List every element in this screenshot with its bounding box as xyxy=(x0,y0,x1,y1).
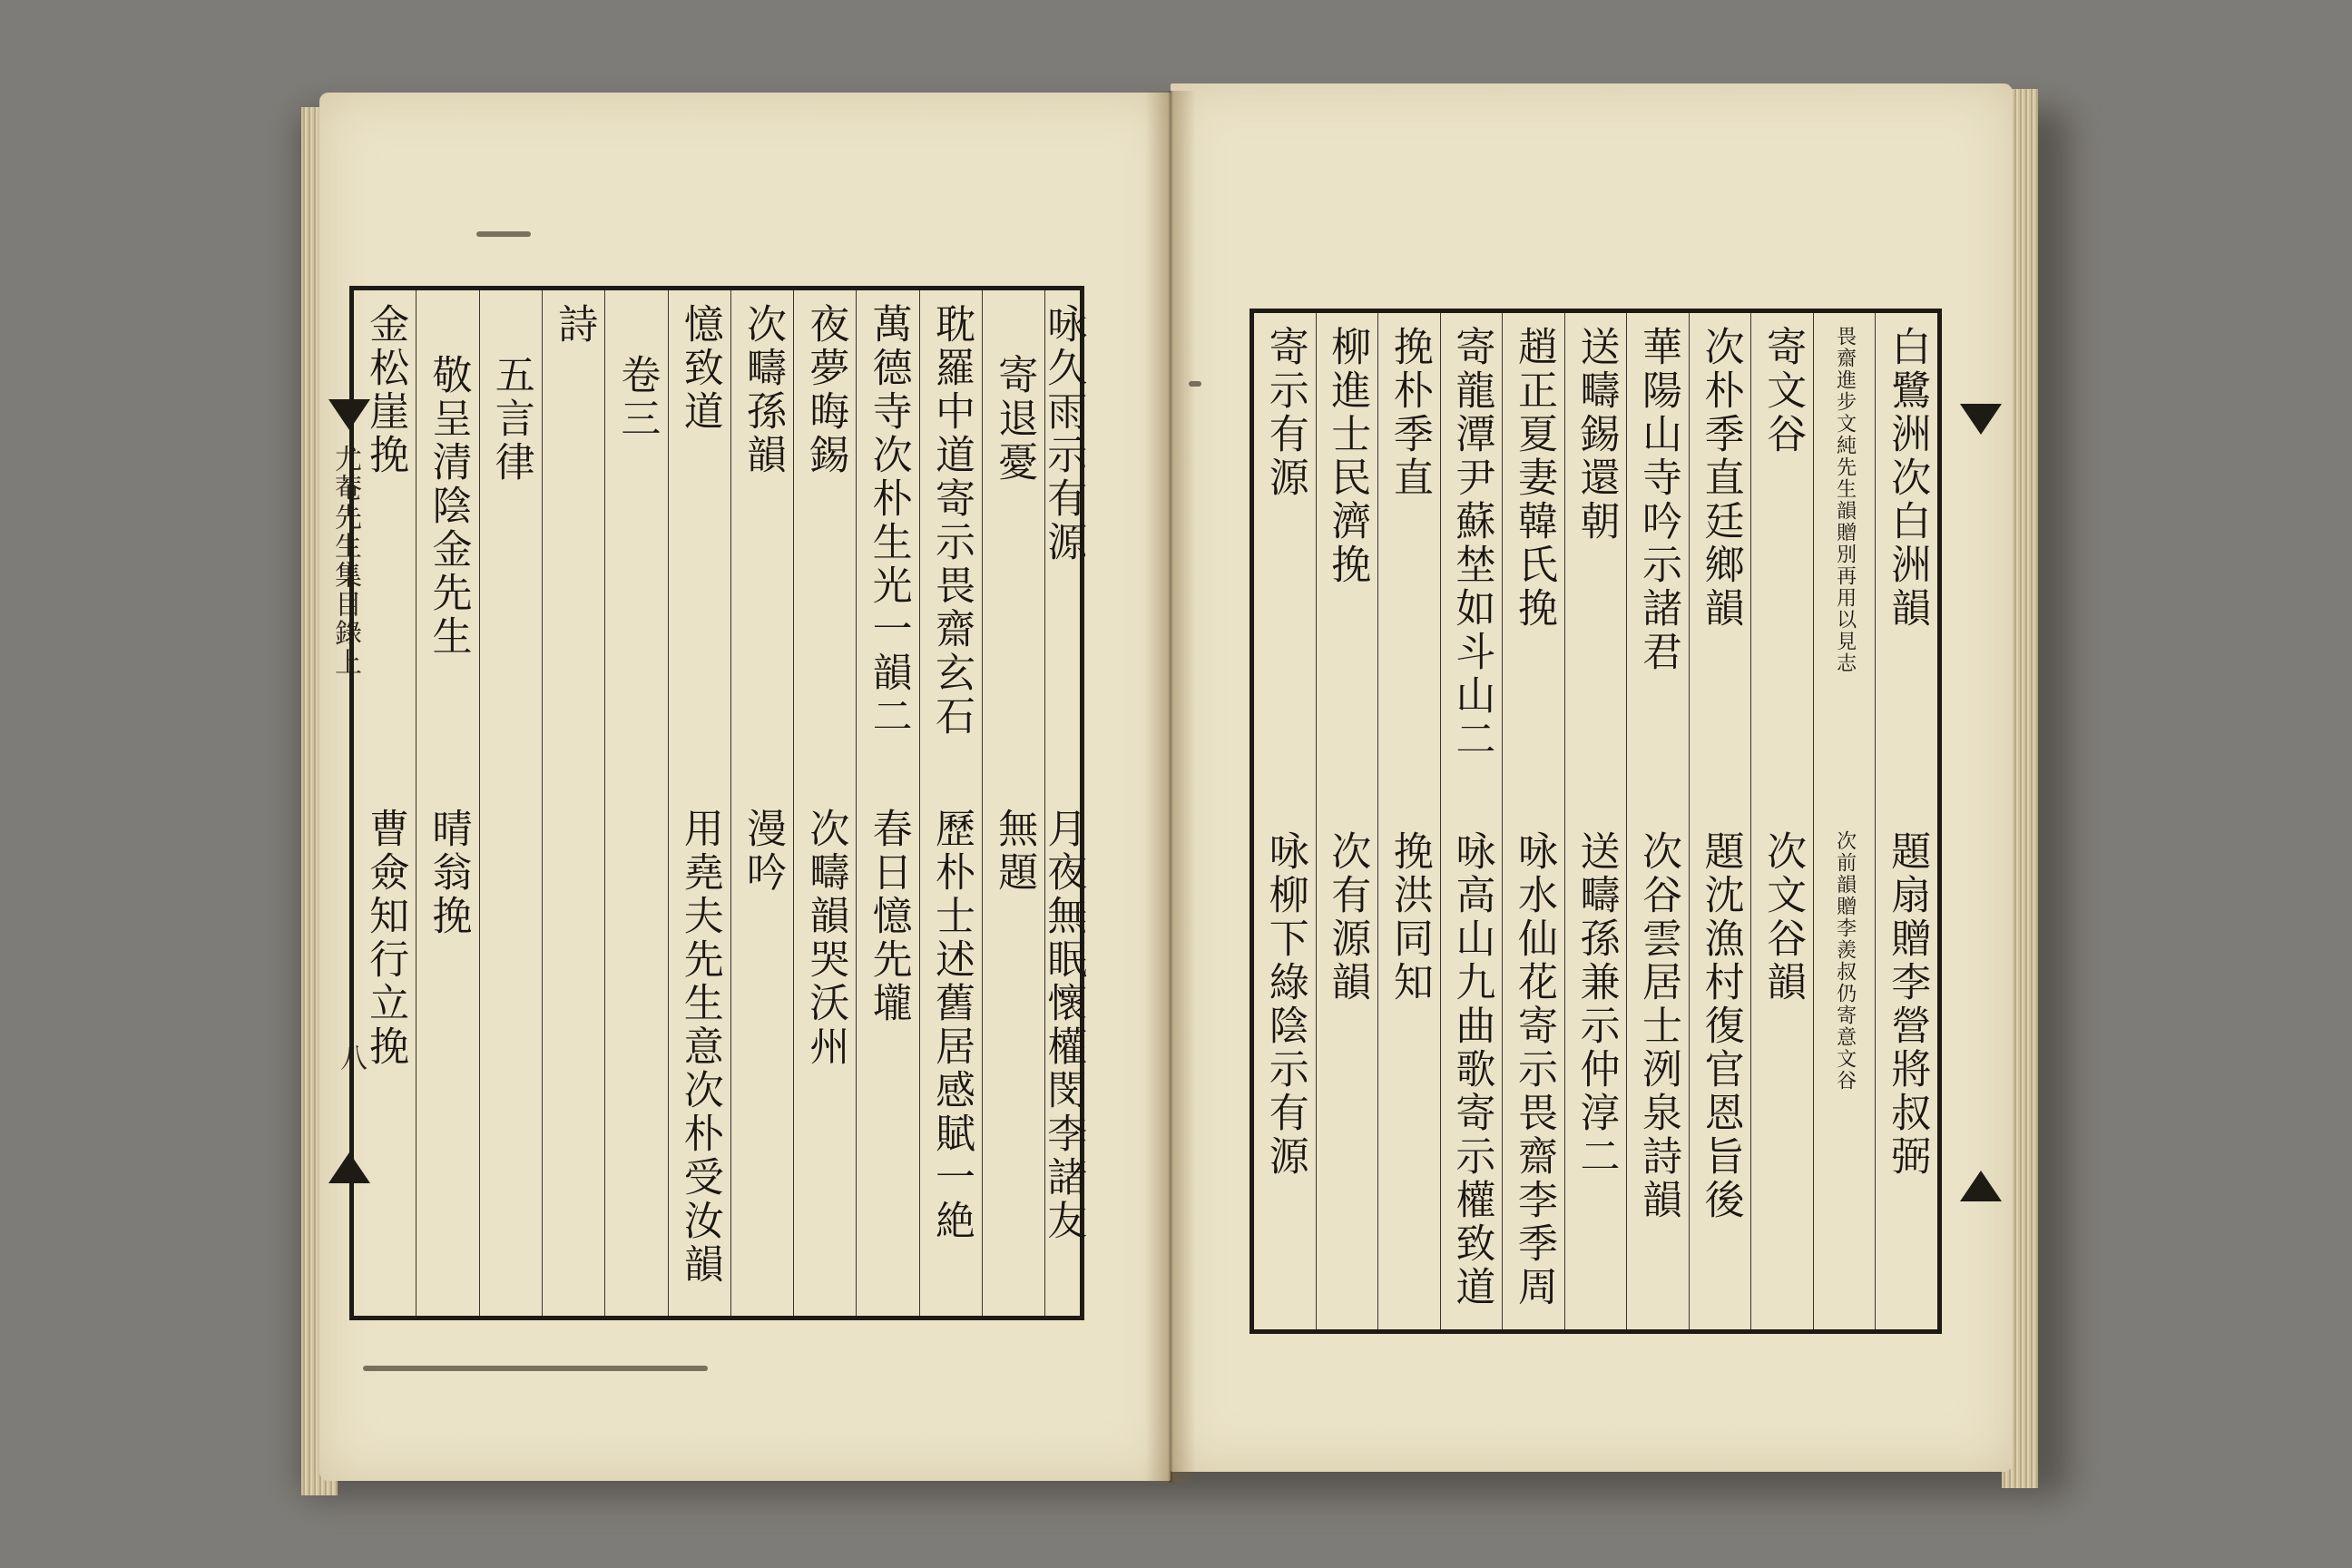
left-col-7 xyxy=(668,290,730,1316)
entry-title: 次谷雲居士洌泉詩韻 xyxy=(1635,830,1682,1222)
left-col-9 xyxy=(542,290,604,1316)
entry-title: 憶致道 xyxy=(676,303,723,434)
genre-heading: 詩 xyxy=(551,303,598,347)
left-col-8 xyxy=(604,290,667,1316)
entry-title: 月夜無眠懷權閔李諸友 xyxy=(1040,808,1087,1243)
entry-title: 次有源韻 xyxy=(1324,830,1371,1004)
right-columns xyxy=(1254,313,1937,1329)
left-col-11 xyxy=(416,290,478,1316)
entry-title: 挽洪同知 xyxy=(1386,830,1433,1004)
left-col-1 xyxy=(1040,290,1087,1316)
ink-mark xyxy=(476,231,531,237)
left-col-2 xyxy=(982,290,1044,1316)
right-page-frame xyxy=(1250,309,1942,1334)
entry-title: 挽朴季直 xyxy=(1386,326,1433,500)
entry-title: 畏齋進步文純先生韻贈別再用以見志 xyxy=(1833,326,1857,674)
entry-title: 夜夢晦錫 xyxy=(802,303,849,477)
entry-title: 白鷺洲次白洲韻 xyxy=(1884,326,1931,631)
left-col-5 xyxy=(793,290,856,1316)
left-col-3 xyxy=(919,290,982,1316)
entry-title: 送疇孫兼示仲淳二 xyxy=(1573,830,1620,1179)
left-margin-title: 尤菴先生集目錄上 xyxy=(329,445,361,677)
right-col-7 xyxy=(1502,313,1564,1329)
right-col-9 xyxy=(1377,313,1440,1329)
right-col-5 xyxy=(1626,313,1689,1329)
entry-title: 次朴季直廷鄉韻 xyxy=(1697,326,1744,631)
entry-title: 次前韻贈李羨叔仍寄意文谷 xyxy=(1833,830,1857,1092)
entry-title: 敬呈清陰金先生 xyxy=(425,354,472,659)
left-columns xyxy=(354,290,1087,1316)
entry-title: 耽羅中道寄示畏齋玄石 xyxy=(927,303,975,739)
entry-title: 咏柳下綠陰示有源 xyxy=(1261,830,1308,1179)
book-gutter xyxy=(1145,91,1196,1483)
entry-title: 晴翁挽 xyxy=(425,808,472,938)
entry-title: 咏高山九曲歌寄示權致道 xyxy=(1448,830,1495,1309)
entry-title: 次疇韻哭沃州 xyxy=(802,808,849,1069)
entry-title: 題扇贈李營將叔弼 xyxy=(1884,830,1931,1179)
entry-title: 華陽山寺吟示諸君 xyxy=(1635,326,1682,674)
entry-title: 萬德寺次朴生光一韻二 xyxy=(865,303,912,739)
entry-title: 送疇錫還朝 xyxy=(1573,326,1620,544)
entry-title: 金松崖挽 xyxy=(362,303,409,477)
entry-title: 用堯夫先生意次朴受汝韻 xyxy=(676,808,723,1287)
right-col-1 xyxy=(1875,313,1937,1329)
entry-title: 次文谷韻 xyxy=(1759,830,1807,1004)
right-col-2 xyxy=(1813,313,1876,1329)
entry-title: 寄退憂 xyxy=(991,354,1038,485)
entry-title: 無題 xyxy=(991,808,1038,895)
right-col-3 xyxy=(1750,313,1813,1329)
entry-title: 題沈漁村復官恩旨後 xyxy=(1697,830,1744,1222)
entry-title: 歷朴士述舊居感賦一絶 xyxy=(927,808,975,1243)
entry-title: 寄示有源 xyxy=(1261,326,1308,500)
entry-title: 咏久雨示有源 xyxy=(1040,303,1087,564)
left-page-frame xyxy=(349,286,1087,1320)
left-page-number: 八 xyxy=(335,1044,367,1073)
right-col-6 xyxy=(1564,313,1627,1329)
right-col-11 xyxy=(1254,313,1316,1329)
ink-mark xyxy=(363,1366,708,1371)
entry-title: 趙正夏妻韓氏挽 xyxy=(1510,326,1557,631)
form-heading: 五言律 xyxy=(487,354,534,485)
entry-title: 柳進士民濟挽 xyxy=(1324,326,1371,587)
right-col-8 xyxy=(1440,313,1503,1329)
ink-mark xyxy=(1189,381,1201,387)
entry-title: 寄文谷 xyxy=(1759,326,1807,456)
left-col-4 xyxy=(856,290,918,1316)
volume-heading: 卷三 xyxy=(613,354,661,441)
left-col-6 xyxy=(730,290,793,1316)
entry-title: 寄龍潭尹蘇埜如斗山二 xyxy=(1448,326,1495,761)
left-col-12 xyxy=(354,290,416,1316)
entry-title: 春日憶先壠 xyxy=(865,808,912,1025)
entry-title: 漫吟 xyxy=(740,808,787,895)
entry-title: 咏水仙花寄示畏齋李季周 xyxy=(1510,830,1557,1309)
right-col-10 xyxy=(1316,313,1378,1329)
left-col-10 xyxy=(479,290,542,1316)
right-col-4 xyxy=(1689,313,1751,1329)
entry-title: 曹僉知行立挽 xyxy=(362,808,409,1069)
entry-title: 次疇孫韻 xyxy=(740,303,787,477)
